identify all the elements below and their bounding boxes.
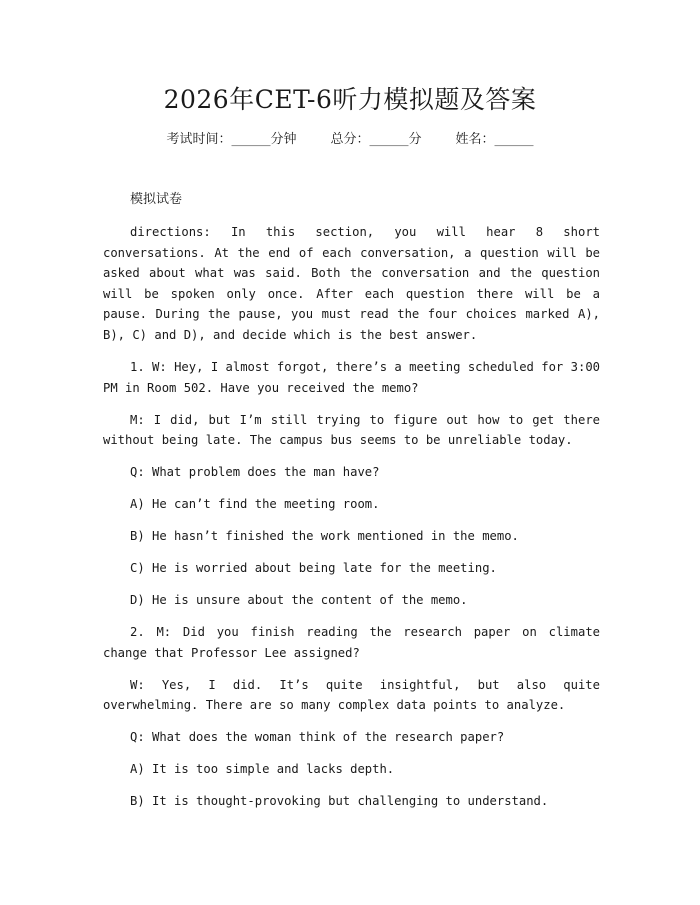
q2-man-line: 2. M: Did you finish reading the research paper on climate change that Professor Lee assigned? (103, 625, 600, 660)
q1-option-b: B) He hasn’t finished the work mentioned in the memo. (130, 529, 519, 544)
q2-option-a: A) It is too simple and lacks depth. (130, 762, 395, 777)
q1-option-d: D) He is unsure about the content of the memo. (130, 593, 468, 608)
q2-woman-line: W: Yes, I did. It’s quite insightful, but also quite overwhelming. There are so many complex data points to analyze. (103, 677, 600, 713)
q1-man-line: M: I did, but I’m still trying to figure out how to get there without being late. The campus bus seems to be unreliable today. (103, 412, 600, 448)
q1-woman-line: 1. W: Hey, I almost forgot, there’s a meeting scheduled for 3:00 PM in Room 502. Have you received the memo? (103, 359, 600, 395)
directions-paragraph: directions: In this section, you will hear 8 short conversations. At the end of each conversation, a question will be asked about what was said. Both the conversation and the question will be spoken only once. After each question there will be a pause. During the pause, you must read the four choices marked A), B), C) and D), and decide which is the best answer. (103, 225, 600, 342)
name-field: 姓名：______ (455, 132, 534, 147)
q2-option-b: B) It is thought-provoking but challenging to understand. (130, 794, 549, 809)
q1-question: Q: What problem does the man have? (130, 465, 380, 480)
exam-meta-line (0, 130, 700, 150)
q1-option-a: A) He can’t find the meeting room. (130, 497, 380, 512)
total-score-field: 总分：______分 (330, 132, 422, 147)
document-body (103, 222, 600, 823)
q2-question: Q: What does the woman think of the research paper? (130, 730, 505, 745)
q1-option-c: C) He is worried about being late for the meeting. (130, 561, 497, 576)
section-heading: 模拟试卷 (130, 192, 183, 207)
page-title: 2026年CET-6听力模拟题及答案 (163, 85, 537, 114)
exam-time-field: 考试时间：______分钟 (166, 132, 297, 147)
